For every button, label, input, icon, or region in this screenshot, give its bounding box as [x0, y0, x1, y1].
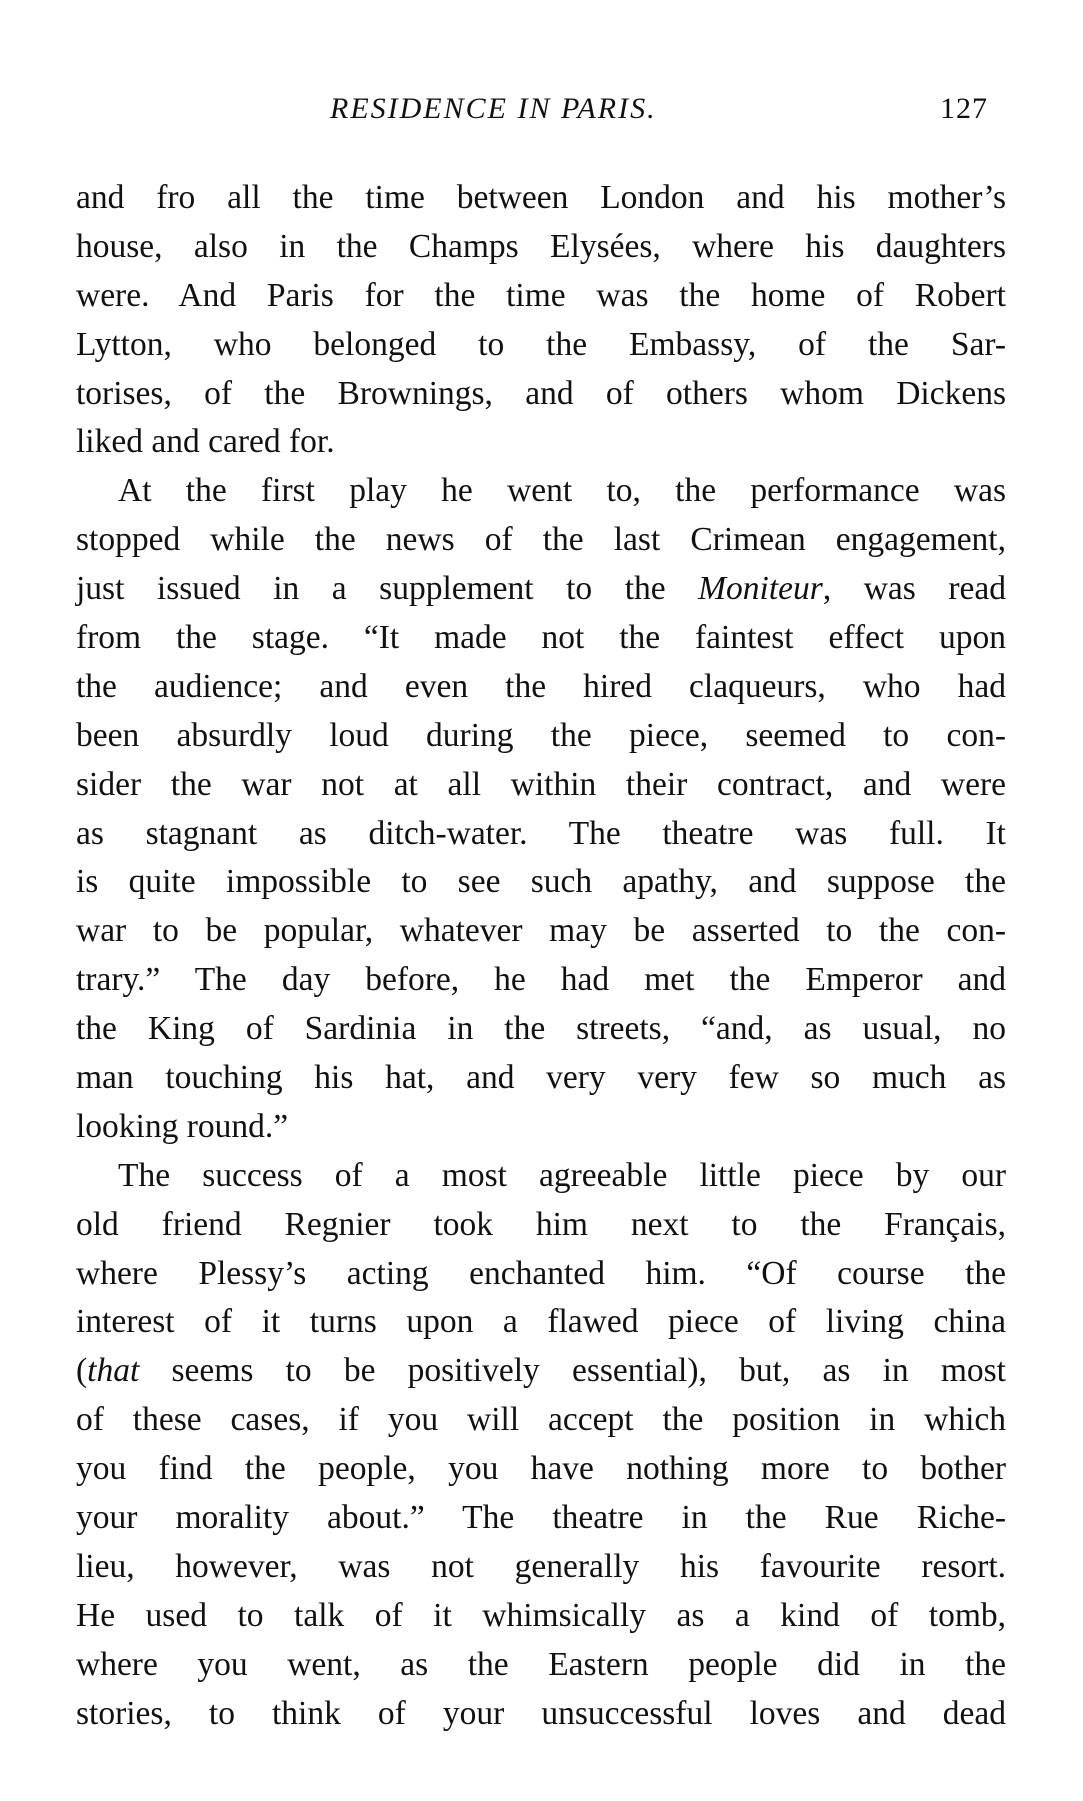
text-line: where you went, as the Eastern people did in the	[76, 1645, 1006, 1683]
text-line: as stagnant as ditch-water. The theatre was full. It	[76, 814, 1006, 852]
text-line: stories, to think of your unsuccessful loves and dead	[76, 1694, 1006, 1732]
text-line: been absurdly loud during the piece, seemed to con-	[76, 716, 1006, 754]
text-line: just issued in a supplement to the Moniteur, was read	[76, 570, 1006, 608]
text-line: of these cases, if you will accept the position in which	[76, 1401, 1006, 1439]
running-head	[0, 92, 1083, 132]
text-line: old friend Regnier took him next to the Français,	[76, 1205, 1006, 1243]
text-line: stopped while the news of the last Crimean engagement,	[76, 521, 1006, 559]
text-line: lieu, however, was not generally his favourite resort.	[76, 1547, 1006, 1585]
text-line: house, also in the Champs Elysées, where his daughters	[76, 227, 1006, 265]
text-line: your morality about.” The theatre in the Rue Riche-	[76, 1499, 1006, 1537]
text-line: (that seems to be positively essential), but, as in most	[76, 1352, 1006, 1390]
text-line: you find the people, you have nothing more to bother	[76, 1450, 1006, 1488]
text-line: where Plessy’s acting enchanted him. “Of course the	[76, 1254, 1006, 1292]
text-line: is quite impossible to see such apathy, and suppose the	[76, 863, 1006, 901]
running-title: RESIDENCE IN PARIS.	[330, 92, 657, 125]
text-line: were. And Paris for the time was the home of Robert	[76, 276, 1006, 314]
text-line: liked and cared for.	[76, 423, 335, 461]
text-line: At the first play he went to, the performance was	[118, 472, 1006, 510]
text-line: sider the war not at all within their contract, and were	[76, 765, 1006, 803]
text-line: interest of it turns upon a flawed piece of living china	[76, 1303, 1006, 1341]
text-line: man touching his hat, and very very few so much as	[76, 1059, 1006, 1097]
page-number: 127	[940, 92, 988, 125]
text-line: from the stage. “It made not the faintest effect upon	[76, 619, 1006, 657]
text-line: the King of Sardinia in the streets, “and, as usual, no	[76, 1010, 1006, 1048]
text-line: The success of a most agreeable little piece by our	[118, 1156, 1006, 1194]
text-line: war to be popular, whatever may be asserted to the con-	[76, 912, 1006, 950]
text-line: He used to talk of it whimsically as a kind of tomb,	[76, 1596, 1006, 1634]
text-line: the audience; and even the hired claqueurs, who had	[76, 667, 1006, 705]
text-line: trary.” The day before, he had met the Emperor and	[76, 961, 1006, 999]
text-line: torises, of the Brownings, and of others whom Dickens	[76, 374, 1006, 412]
text-line: and fro all the time between London and his mother’s	[76, 179, 1006, 216]
text-line: Lytton, who belonged to the Embassy, of the Sar-	[76, 325, 1006, 363]
text-line: looking round.”	[76, 1107, 289, 1145]
body-text	[76, 174, 1006, 1739]
